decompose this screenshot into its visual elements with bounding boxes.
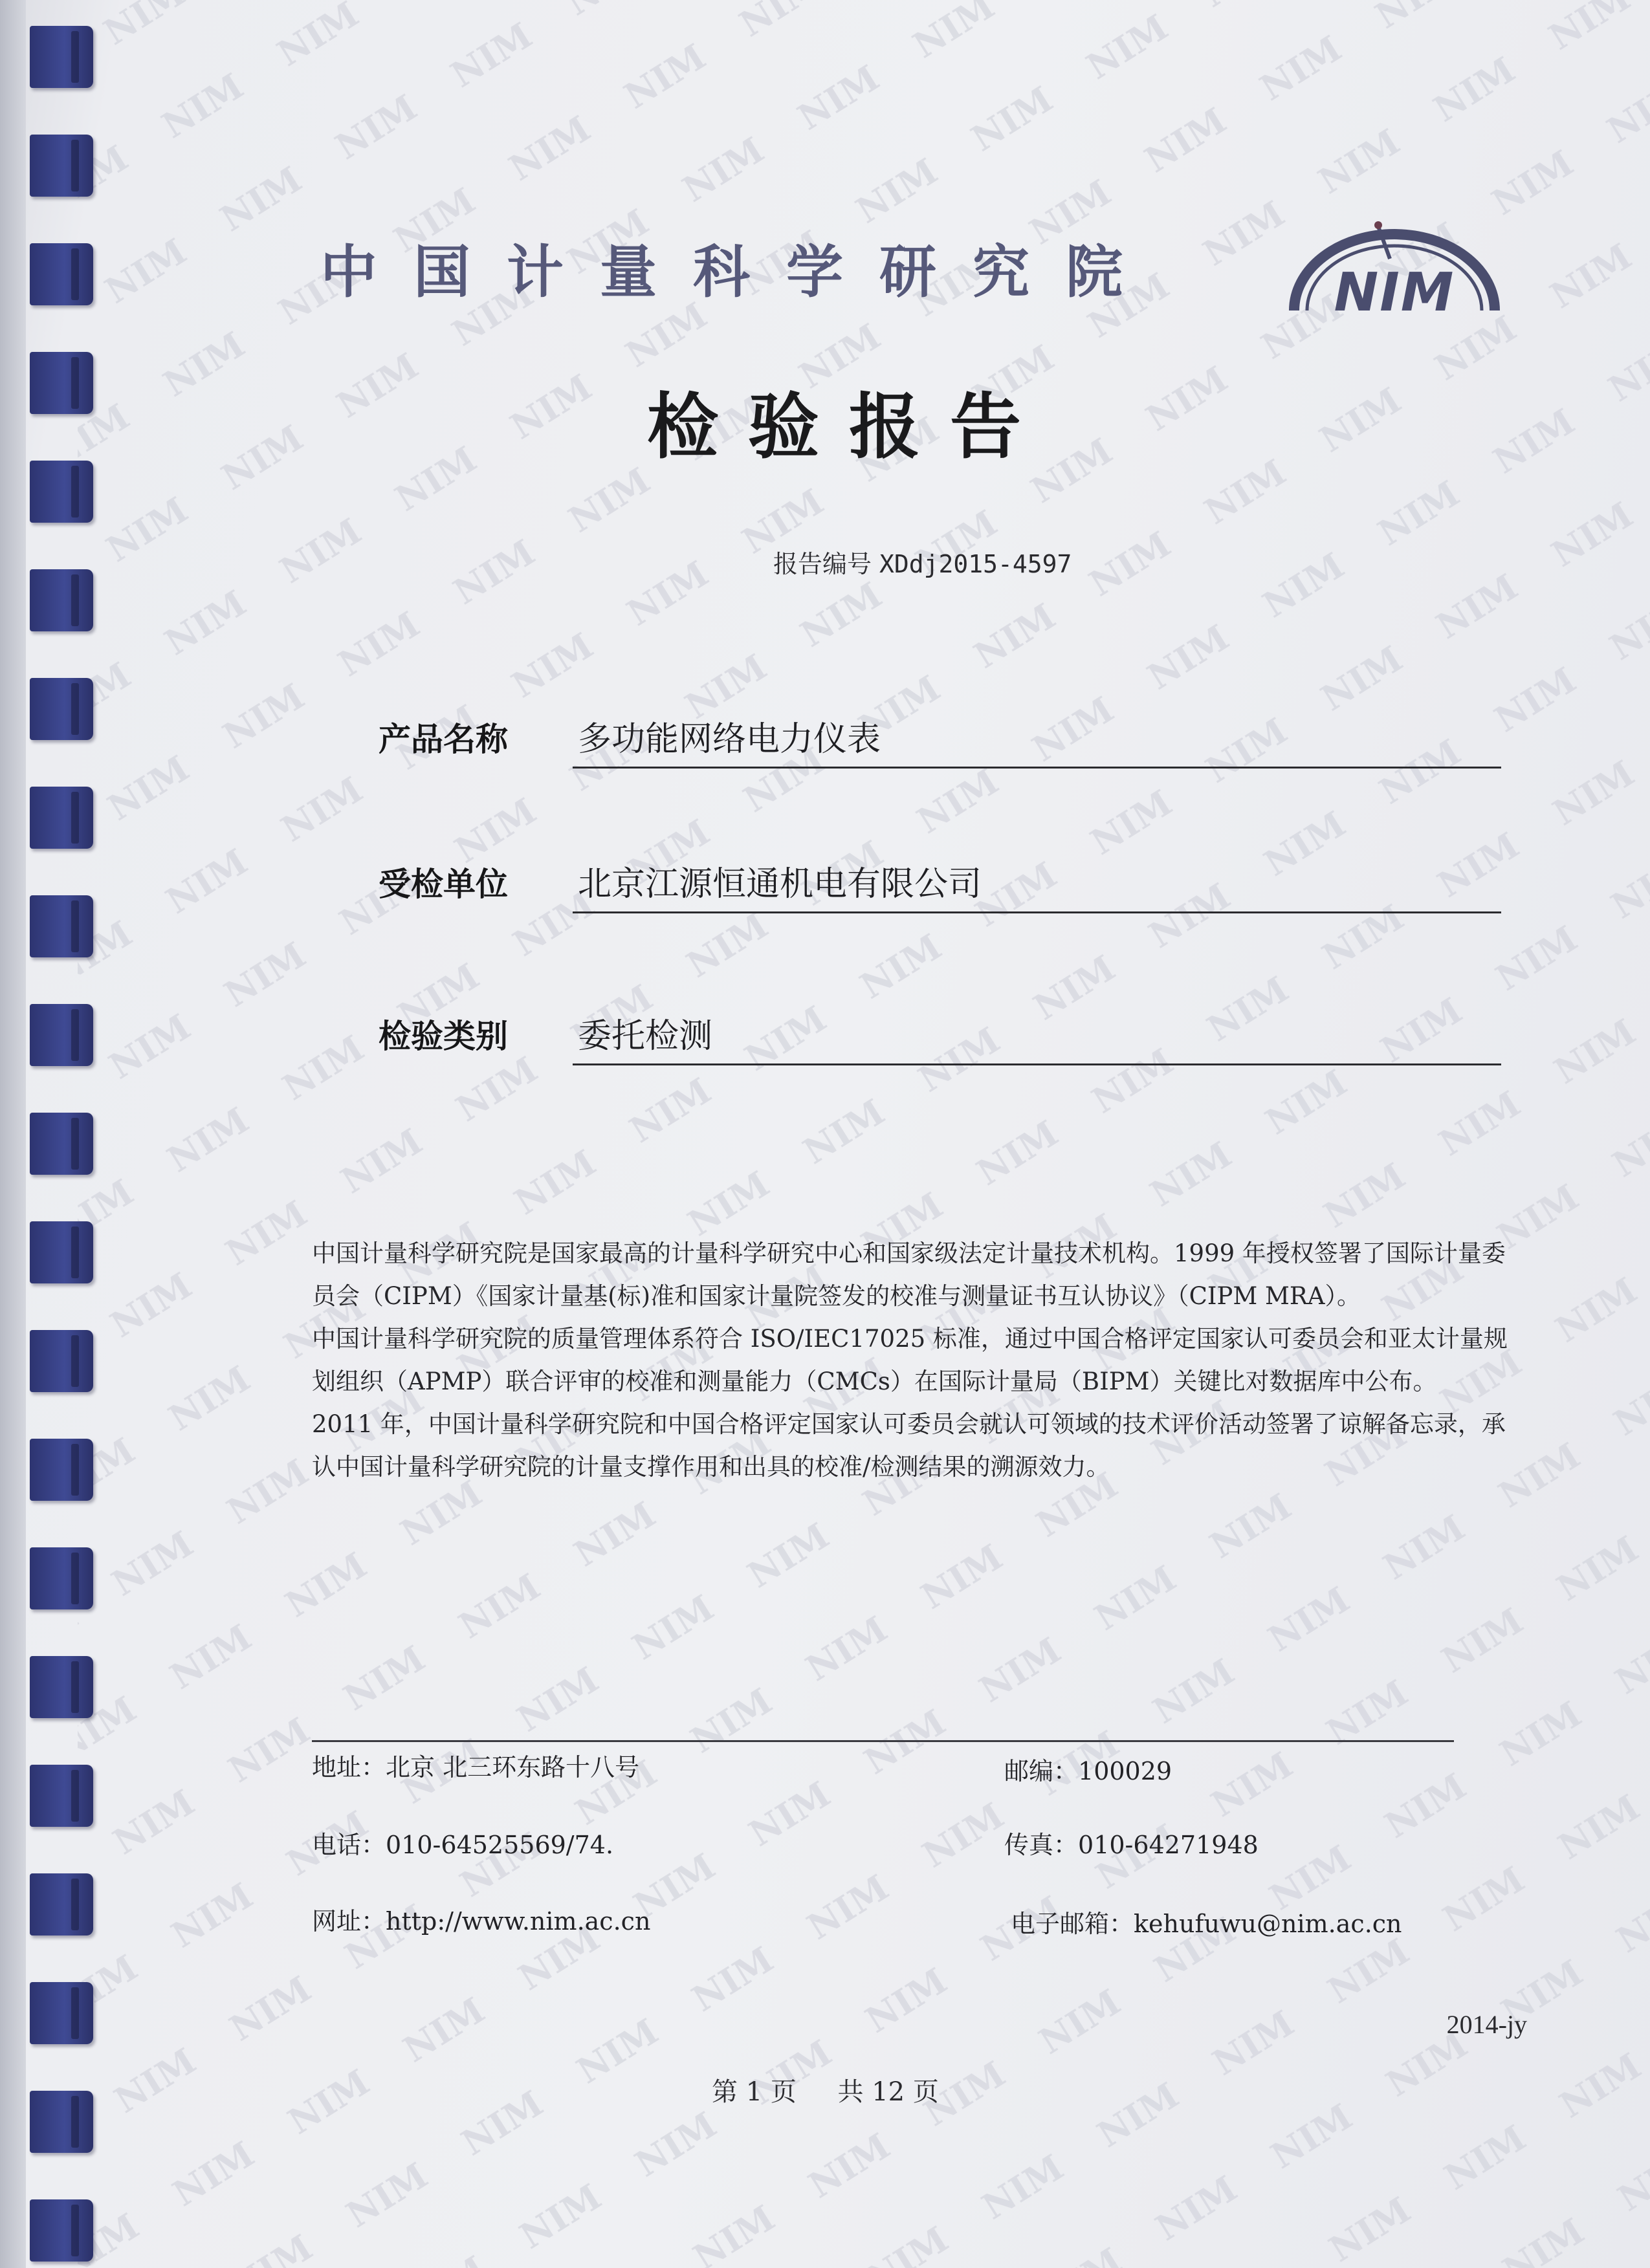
logo-needle-tip: [1374, 221, 1382, 229]
field-inspected-unit: [379, 855, 1501, 913]
address-label: 地址：: [312, 1753, 386, 1782]
report-number: XDdj2015-4597: [879, 550, 1072, 578]
field-value: 北京江源恒通机电有限公司: [573, 855, 1501, 913]
binding-ring: [30, 1547, 93, 1609]
web-label: 网址：: [312, 1907, 386, 1935]
binding-ring: [30, 2091, 93, 2153]
binding-ring: [30, 135, 93, 197]
binding-ring: [30, 1221, 93, 1283]
contact-postcode: [1004, 1752, 1457, 1791]
phone-label: 电话：: [312, 1831, 386, 1859]
contact-divider: [312, 1740, 1454, 1742]
page-prefix: 第: [712, 2077, 738, 2107]
web-value[interactable]: http://www.nim.ac.cn: [386, 1907, 651, 1935]
binding-ring: [30, 1004, 93, 1066]
intro-paragraph: 2011 年，中国计量科学研究院和中国合格评定国家认可委员会就认可领域的技术评价活动签署了谅解备忘录，承认中国计量科学研究院的计量支撑作用和出具的校准/检测结果的溯源效力。: [312, 1410, 1506, 1481]
page-current: 1: [745, 2077, 763, 2107]
institute-introduction: [312, 1232, 1528, 1595]
binding-ring: [30, 1439, 93, 1501]
nim-logo-icon: [1281, 213, 1508, 323]
spiral-binding: [0, 0, 104, 2268]
binding-ring: [30, 461, 93, 523]
logo-lettering: NIM: [1334, 262, 1455, 323]
address-value: 北京 北三环东路十八号: [386, 1753, 640, 1782]
phone-value: 010-64525569/74.: [386, 1831, 614, 1859]
fax-value: 010-64271948: [1078, 1831, 1259, 1859]
page-number: [712, 2073, 1048, 2111]
binding-ring: [30, 1873, 93, 1935]
field-inspection-category: [379, 1007, 1501, 1065]
field-label: 产品名称: [379, 721, 508, 758]
binding-ring: [30, 1330, 93, 1392]
contact-phone: [312, 1826, 959, 1864]
form-code: 2014-jy: [1446, 2010, 1527, 2039]
page-total: 12: [872, 2077, 905, 2107]
intro-paragraph: 中国计量科学研究院是国家最高的计量科学研究中心和国家级法定计量技术机构。1999 年授权签署了国际计量委员会（CIPM）《国家计量基(标)准和国家计量院签发的校准与测量证书互认协议》（CIPM MRA）。: [312, 1239, 1506, 1310]
binding-ring: [30, 352, 93, 414]
page-unit: 页: [770, 2077, 797, 2107]
email-label: 电子邮箱：: [1011, 1910, 1134, 1938]
binding-ring: [30, 26, 93, 88]
field-product-name: [379, 710, 1501, 769]
postcode-label: 邮编：: [1004, 1757, 1079, 1785]
email-value[interactable]: kehufuwu@nim.ac.cn: [1134, 1910, 1402, 1938]
binding-ring: [30, 895, 93, 957]
binding-ring: [30, 243, 93, 305]
contact-website: [312, 1902, 959, 1941]
binding-ring: [30, 569, 93, 631]
report-number-label: 报告编号: [773, 550, 872, 578]
institute-name: 中国计量科学研究院: [320, 238, 1160, 305]
binding-ring: [30, 1113, 93, 1175]
binding-ring: [30, 1656, 93, 1718]
report-title: 检验报告: [647, 386, 1051, 468]
fax-label: 传真：: [1004, 1831, 1079, 1859]
contact-fax: [1004, 1826, 1457, 1864]
intro-paragraph: 中国计量科学研究院的质量管理体系符合 ISO/IEC17025 标准，通过中国合格评定国家认可委员会和亚太计量规划组织（APMP）联合评审的校准和测量能力（CMCs）在国际计量局（BIPM）关键比对数据库中公布。: [312, 1325, 1508, 1395]
postcode-value: 100029: [1078, 1757, 1172, 1785]
field-value: 多功能网络电力仪表: [573, 710, 1501, 769]
total-prefix: 共: [837, 2077, 864, 2107]
contact-address: [312, 1748, 959, 1787]
field-label: 检验类别: [379, 1018, 508, 1055]
total-unit: 页: [912, 2077, 939, 2107]
binding-ring: [30, 678, 93, 740]
contact-email: [1011, 1904, 1502, 1943]
report-number-line: [773, 545, 1226, 583]
binding-ring: [30, 1765, 93, 1827]
binding-ring: [30, 787, 93, 849]
binding-ring: [30, 1982, 93, 2044]
field-value: 委托检测: [573, 1007, 1501, 1065]
binding-ring: [30, 2199, 93, 2262]
field-label: 受检单位: [379, 866, 508, 903]
